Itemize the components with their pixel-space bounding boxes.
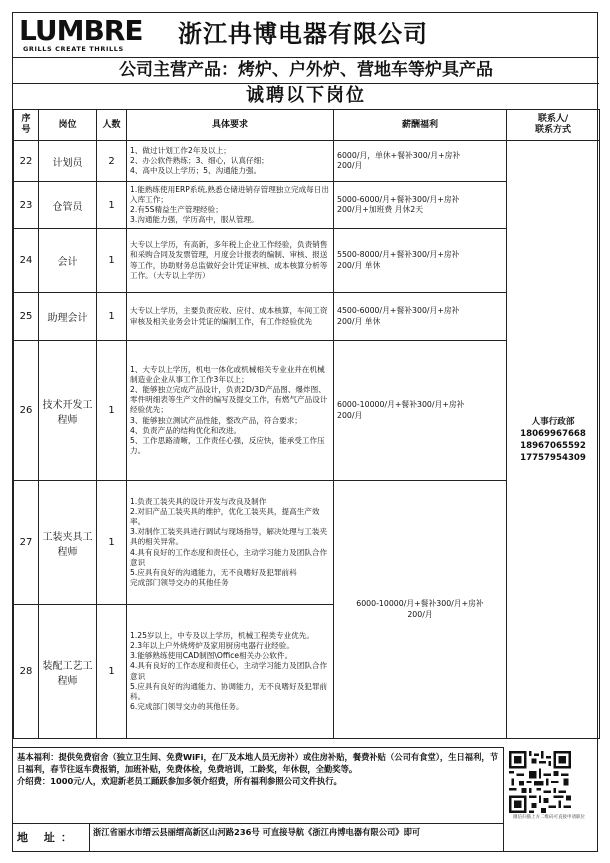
row-requirements: 大专以上学历，主要负责应收、应付、成本核算，车间工资审核及相关业务会计凭证的编制工作，有工作经验优先 <box>127 293 334 341</box>
recruitment-sheet <box>12 12 598 852</box>
row-count: 1 <box>97 229 127 293</box>
jobs-table <box>13 109 600 739</box>
row-position: 技术开发工程师 <box>39 341 97 481</box>
row-requirements: 1、做过计划工作2年及以上； 2、办公软件熟练；3、细心，认真仔细； 4、高中及以上学历；5、沟通能力强。 <box>127 141 334 182</box>
referral-text: 介绍费：1000元/人，欢迎新老员工踊跃参加多领介绍费，所有福利参照公司文件执行。 <box>17 776 342 787</box>
row-no: 23 <box>14 182 39 229</box>
address-text: 浙江省丽水市缙云县丽缙高新区山河路236号 可直接导航《浙江冉博电器有限公司》即可 <box>93 827 421 837</box>
row-count: 1 <box>97 605 127 739</box>
header-requirements: 具体要求 <box>127 110 334 141</box>
row-count: 1 <box>97 341 127 481</box>
row-position: 装配工艺工程师 <box>39 605 97 739</box>
row-salary: 5000-6000/月+餐补300/月+房补 200/月+加班费 月休2天 <box>334 182 507 229</box>
header-no: 序 号 <box>14 110 39 141</box>
row-count: 1 <box>97 293 127 341</box>
row-no: 22 <box>14 141 39 182</box>
contact-phone: 18967065592 <box>520 440 586 451</box>
row-requirements: 大专以上学历，有高新，多年税上企业工作经验，负责销售和采购合同及发票管理，月度会计报表的编制、审核、报送等工作，协助财务总监做好会计凭证审核、成本核算分析等工作。（大专以上学历） <box>127 229 334 293</box>
header-salary: 薪酬福利 <box>334 110 507 141</box>
table-header-row <box>14 110 600 141</box>
row-requirements: 1.能熟练使用ERP系统,熟悉仓储进销存管理独立完成每日出入库工作； 2.有5S精益生产管理经验； 3.沟通能力强，学历高中，服从管理。 <box>127 182 334 229</box>
benefits-section <box>13 747 503 823</box>
row-no: 26 <box>14 341 39 481</box>
row-count: 1 <box>97 481 127 605</box>
row-requirements: 1.25岁以上，中专及以上学历，机械工程类专业优先。 2.3年以上户外烧烤炉及家用厨房电器行业经验。 3.能够熟练使用CAD制图\Office相关办公软件。 4.具有良好的工作态度和责任心，主动学习能力及团队合作意识 5.应具有良好的沟通能力、协调能力，无不良嗜好及犯罪前科。 6.完成部门领导交办的其他任务。 <box>127 605 334 739</box>
row-no: 28 <box>14 605 39 739</box>
divider <box>503 747 504 851</box>
row-position: 仓管员 <box>39 182 97 229</box>
header <box>13 13 599 58</box>
address-section <box>13 823 503 851</box>
logo-text: LUMBRE <box>19 14 143 47</box>
row-no: 27 <box>14 481 39 605</box>
contact-name: 人事行政部 <box>531 416 575 427</box>
table-row <box>14 141 600 182</box>
address-label: 地 址： <box>17 824 90 852</box>
row-no: 24 <box>14 229 39 293</box>
qr-code-icon[interactable] <box>509 751 571 813</box>
company-logo <box>19 16 169 54</box>
row-position: 计划员 <box>39 141 97 182</box>
recruit-title: 诚聘以下岗位 <box>13 83 599 110</box>
contact-phone: 17757954309 <box>520 452 586 463</box>
main-products: 公司主营产品：烤炉、户外炉、营地车等炉具产品 <box>13 57 599 84</box>
row-salary: 6000-10000/月+餐补300/月+房补 200/月 <box>334 481 507 739</box>
contact-phone: 18069967668 <box>520 428 586 439</box>
row-requirements: 1、大专以上学历，机电一体化或机械相关专业业并在机械制造业企业从事工作工作3年以上； 2、能够独立完成产品设计，负责2D/3D产品图、爆炸图、零件明细表等生产文件的编写及提交工作，有燃气产品设计经验优先； 3、能够独立测试产品性能，整改产品，符合要求； 4、负责产品的结构优化和改进。 5、工作思路清晰，工作责任心强，反应快，能承受工作压力。 <box>127 341 334 481</box>
header-position: 岗位 <box>39 110 97 141</box>
row-count: 2 <box>97 141 127 182</box>
row-salary: 4500-6000/月+餐补300/月+房补 200/月 单休 <box>334 293 507 341</box>
row-position: 助理会计 <box>39 293 97 341</box>
row-position: 会计 <box>39 229 97 293</box>
header-count: 人数 <box>97 110 127 141</box>
row-salary: 5500-8000/月+餐补300/月+房补 200/月 单休 <box>334 229 507 293</box>
benefits-text: 基本福利：提供免费宿舍（独立卫生间、免费WiFi，在厂及本地人员无房补）或住房补贴，餐费补贴（公司有食堂），生日福利，节日福利，春节往返车费报销，加班补贴，免费体检，免费培训，工龄奖，年休假，全勤奖等。 <box>17 752 498 775</box>
row-no: 25 <box>14 293 39 341</box>
row-position: 工装夹具工程师 <box>39 481 97 605</box>
logo-tagline: GRILLS CREATE THRILLS <box>23 45 124 53</box>
row-salary: 6000-10000/月+餐补300/月+房补 200/月 <box>334 341 507 481</box>
header-contact: 联系人/ 联系方式 <box>507 110 600 141</box>
qr-caption: 微信扫描上方二维码可直接申请职位 <box>513 815 585 820</box>
contact-cell <box>507 141 600 739</box>
row-count: 1 <box>97 182 127 229</box>
row-salary: 6000/月，单休+餐补300/月+房补 200/月 <box>334 141 507 182</box>
row-requirements: 1.负责工装夹具的设计开发与改良及制作 2.对旧产品工装夹具的维护，优化工装夹具，提高生产效率。 3.对制作工装夹具进行调试与现场指导，解决处理与工装夹具的相关异常。 4.具有良好的工作态度和责任心，主动学习能力及团队合作意识 5.应具有良好的沟通能力，无不良嗜好及犯罪前科 完成部门领导交办的其他任务 <box>127 481 334 605</box>
company-name: 浙江冉博电器有限公司 <box>178 19 428 48</box>
